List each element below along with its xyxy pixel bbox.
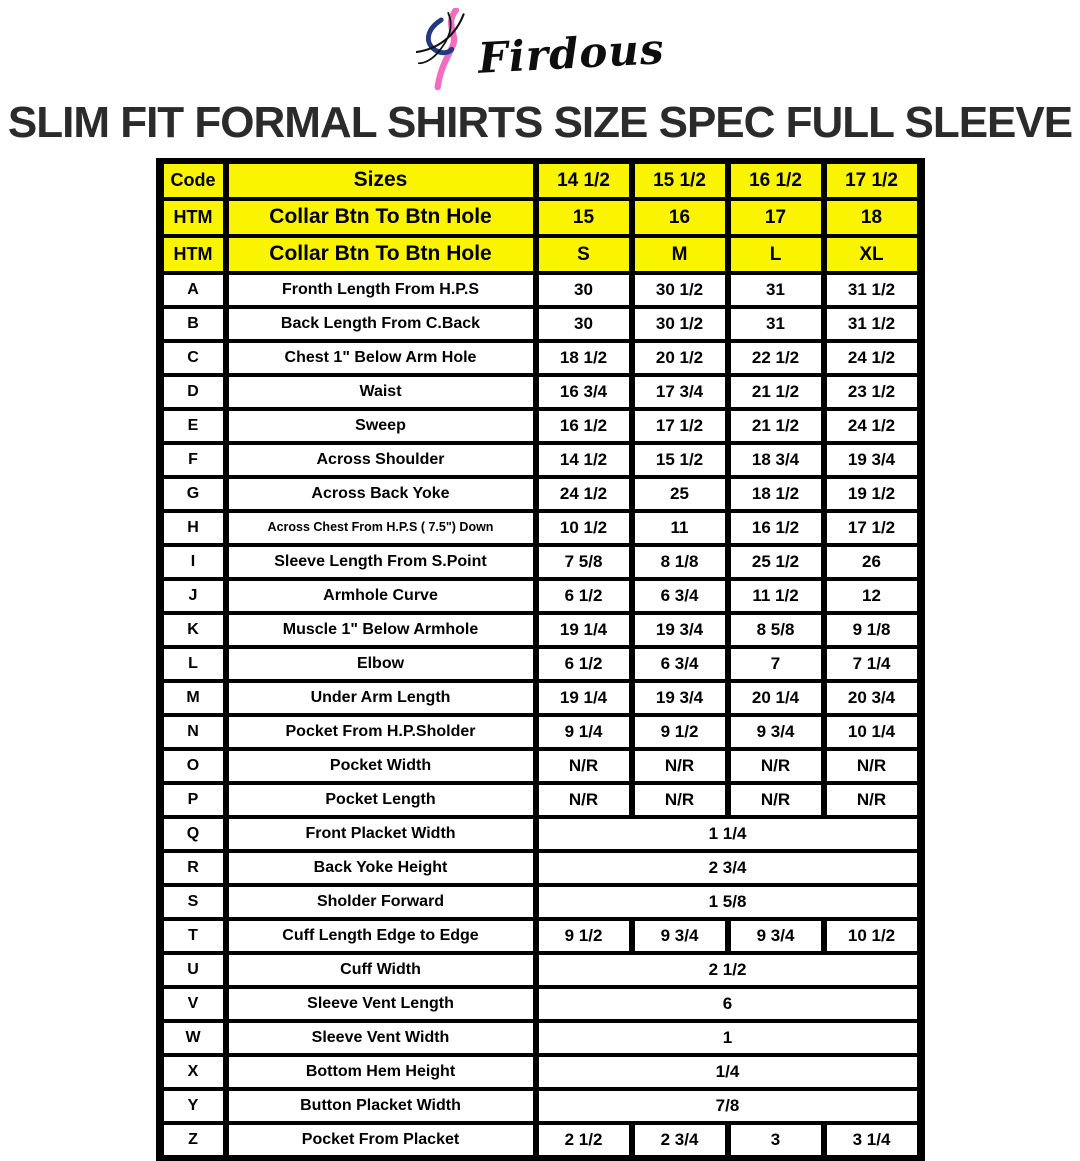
header-label-cell: Sizes — [229, 164, 533, 197]
row-value-cell: 18 3/4 — [731, 445, 821, 475]
row-value-cell: 18 1/2 — [539, 343, 629, 373]
row-code-cell: L — [164, 649, 223, 679]
row-value-cell: N/R — [635, 751, 725, 781]
spec-row-K — [164, 615, 917, 645]
row-value-cell: 16 3/4 — [539, 377, 629, 407]
row-code-cell: O — [164, 751, 223, 781]
row-value-cell: 30 1/2 — [635, 309, 725, 339]
brand-header — [0, 0, 1080, 98]
row-value-cell: 30 1/2 — [635, 275, 725, 305]
row-label-cell: Armhole Curve — [229, 581, 533, 611]
spec-row-D — [164, 377, 917, 407]
row-code-cell: P — [164, 785, 223, 815]
spec-row-G — [164, 479, 917, 509]
spec-row-J — [164, 581, 917, 611]
row-code-cell: Z — [164, 1125, 223, 1155]
row-value-cell: 20 1/2 — [635, 343, 725, 373]
row-value-cell: 10 1/2 — [827, 921, 917, 951]
header-value-cell: 18 — [827, 201, 917, 234]
spec-row-S — [164, 887, 917, 917]
row-value-cell: 19 1/4 — [539, 683, 629, 713]
row-value-cell: 26 — [827, 547, 917, 577]
header-code-cell: HTM — [164, 201, 223, 234]
row-value-cell: N/R — [539, 751, 629, 781]
row-value-cell: 31 1/2 — [827, 309, 917, 339]
row-label-cell: Back Yoke Height — [229, 853, 533, 883]
spec-row-M — [164, 683, 917, 713]
spec-row-O — [164, 751, 917, 781]
row-code-cell: F — [164, 445, 223, 475]
row-merged-value-cell: 1/4 — [539, 1057, 917, 1087]
row-value-cell: 17 3/4 — [635, 377, 725, 407]
header-value-cell: M — [635, 238, 725, 271]
row-code-cell: C — [164, 343, 223, 373]
row-value-cell: 19 1/4 — [539, 615, 629, 645]
row-label-cell: Cuff Length Edge to Edge — [229, 921, 533, 951]
spec-row-E — [164, 411, 917, 441]
row-merged-value-cell: 6 — [539, 989, 917, 1019]
row-value-cell: 6 3/4 — [635, 649, 725, 679]
row-value-cell: 15 1/2 — [635, 445, 725, 475]
row-label-cell: Sweep — [229, 411, 533, 441]
size-spec-table — [156, 158, 925, 1161]
row-code-cell: J — [164, 581, 223, 611]
header-row-1 — [164, 164, 917, 197]
row-value-cell: 19 1/2 — [827, 479, 917, 509]
spec-row-B — [164, 309, 917, 339]
row-value-cell: 30 — [539, 275, 629, 305]
row-label-cell: Bottom Hem Height — [229, 1057, 533, 1087]
row-label-cell: Pocket Length — [229, 785, 533, 815]
row-merged-value-cell: 1 1/4 — [539, 819, 917, 849]
header-value-cell: L — [731, 238, 821, 271]
header-code-cell: HTM — [164, 238, 223, 271]
header-value-cell: 14 1/2 — [539, 164, 629, 197]
row-value-cell: 10 1/2 — [539, 513, 629, 543]
row-code-cell: U — [164, 955, 223, 985]
row-value-cell: 21 1/2 — [731, 411, 821, 441]
row-label-cell: Sholder Forward — [229, 887, 533, 917]
row-label-cell: Pocket Width — [229, 751, 533, 781]
row-label-cell: Cuff Width — [229, 955, 533, 985]
header-code-cell: Code — [164, 164, 223, 197]
header-value-cell: 15 1/2 — [635, 164, 725, 197]
row-value-cell: 16 1/2 — [539, 411, 629, 441]
row-label-cell: Sleeve Length From S.Point — [229, 547, 533, 577]
row-value-cell: 24 1/2 — [827, 343, 917, 373]
row-merged-value-cell: 1 — [539, 1023, 917, 1053]
spec-row-T — [164, 921, 917, 951]
row-value-cell: 11 — [635, 513, 725, 543]
row-value-cell: N/R — [635, 785, 725, 815]
row-label-cell: Across Shoulder — [229, 445, 533, 475]
spec-row-W — [164, 1023, 917, 1053]
header-value-cell: 17 1/2 — [827, 164, 917, 197]
header-value-cell: 16 — [635, 201, 725, 234]
row-value-cell: 24 1/2 — [827, 411, 917, 441]
row-value-cell: 31 1/2 — [827, 275, 917, 305]
row-label-cell: Pocket From Placket — [229, 1125, 533, 1155]
row-merged-value-cell: 1 5/8 — [539, 887, 917, 917]
row-label-cell: Sleeve Vent Length — [229, 989, 533, 1019]
row-value-cell: 9 1/8 — [827, 615, 917, 645]
header-value-cell: S — [539, 238, 629, 271]
row-value-cell: 3 — [731, 1125, 821, 1155]
row-value-cell: 2 3/4 — [635, 1125, 725, 1155]
row-code-cell: E — [164, 411, 223, 441]
row-value-cell: 19 3/4 — [827, 445, 917, 475]
row-code-cell: B — [164, 309, 223, 339]
row-value-cell: 9 1/2 — [539, 921, 629, 951]
row-label-cell: Front Placket Width — [229, 819, 533, 849]
row-value-cell: 30 — [539, 309, 629, 339]
row-value-cell: 18 1/2 — [731, 479, 821, 509]
row-code-cell: T — [164, 921, 223, 951]
spec-row-H — [164, 513, 917, 543]
row-code-cell: Y — [164, 1091, 223, 1121]
row-value-cell: 14 1/2 — [539, 445, 629, 475]
spec-row-C — [164, 343, 917, 373]
spec-row-A — [164, 275, 917, 305]
row-label-cell: Muscle 1" Below Armhole — [229, 615, 533, 645]
row-code-cell: A — [164, 275, 223, 305]
row-value-cell: 8 1/8 — [635, 547, 725, 577]
row-value-cell: 9 1/2 — [635, 717, 725, 747]
spec-row-R — [164, 853, 917, 883]
row-value-cell: 6 3/4 — [635, 581, 725, 611]
row-label-cell: Under Arm Length — [229, 683, 533, 713]
row-code-cell: N — [164, 717, 223, 747]
spec-row-L — [164, 649, 917, 679]
row-value-cell: 21 1/2 — [731, 377, 821, 407]
row-value-cell: N/R — [827, 785, 917, 815]
header-row-3 — [164, 238, 917, 271]
row-value-cell: 25 1/2 — [731, 547, 821, 577]
row-value-cell: N/R — [539, 785, 629, 815]
row-value-cell: 8 5/8 — [731, 615, 821, 645]
row-value-cell: 7 1/4 — [827, 649, 917, 679]
row-value-cell: 31 — [731, 309, 821, 339]
row-value-cell: 3 1/4 — [827, 1125, 917, 1155]
row-value-cell: 9 3/4 — [731, 717, 821, 747]
row-code-cell: I — [164, 547, 223, 577]
row-value-cell: 7 5/8 — [539, 547, 629, 577]
header-value-cell: XL — [827, 238, 917, 271]
spec-row-Q — [164, 819, 917, 849]
row-value-cell: N/R — [827, 751, 917, 781]
row-label-cell: Waist — [229, 377, 533, 407]
row-code-cell: R — [164, 853, 223, 883]
row-value-cell: 11 1/2 — [731, 581, 821, 611]
spec-row-Z — [164, 1125, 917, 1155]
spec-row-U — [164, 955, 917, 985]
page-title: SLIM FIT FORMAL SHIRTS SIZE SPEC FULL SLEEVE — [7, 98, 1073, 147]
row-label-cell: Across Back Yoke — [229, 479, 533, 509]
row-value-cell: N/R — [731, 785, 821, 815]
row-merged-value-cell: 2 1/2 — [539, 955, 917, 985]
row-merged-value-cell: 7/8 — [539, 1091, 917, 1121]
brand-logo-icon — [416, 8, 486, 92]
spec-row-V — [164, 989, 917, 1019]
row-label-cell: Back Length From C.Back — [229, 309, 533, 339]
row-code-cell: W — [164, 1023, 223, 1053]
row-code-cell: X — [164, 1057, 223, 1087]
row-code-cell: D — [164, 377, 223, 407]
row-value-cell: 17 1/2 — [827, 513, 917, 543]
brand-name: Firdous — [476, 23, 666, 83]
header-value-cell: 17 — [731, 201, 821, 234]
row-value-cell: 16 1/2 — [731, 513, 821, 543]
row-value-cell: N/R — [731, 751, 821, 781]
row-value-cell: 20 1/4 — [731, 683, 821, 713]
header-row-2 — [164, 201, 917, 234]
spec-row-F — [164, 445, 917, 475]
row-value-cell: 20 3/4 — [827, 683, 917, 713]
row-value-cell: 9 3/4 — [635, 921, 725, 951]
row-merged-value-cell: 2 3/4 — [539, 853, 917, 883]
header-label-cell: Collar Btn To Btn Hole — [229, 201, 533, 234]
row-code-cell: M — [164, 683, 223, 713]
row-label-cell: Across Chest From H.P.S ( 7.5") Down — [229, 513, 533, 543]
spec-row-X — [164, 1057, 917, 1087]
spec-row-N — [164, 717, 917, 747]
row-value-cell: 10 1/4 — [827, 717, 917, 747]
row-value-cell: 25 — [635, 479, 725, 509]
row-value-cell: 17 1/2 — [635, 411, 725, 441]
row-label-cell: Sleeve Vent Width — [229, 1023, 533, 1053]
size-spec-table-body — [164, 164, 917, 1155]
row-code-cell: K — [164, 615, 223, 645]
row-value-cell: 7 — [731, 649, 821, 679]
row-value-cell: 9 1/4 — [539, 717, 629, 747]
row-code-cell: S — [164, 887, 223, 917]
row-label-cell: Pocket From H.P.Sholder — [229, 717, 533, 747]
row-label-cell: Fronth Length From H.P.S — [229, 275, 533, 305]
row-value-cell: 9 3/4 — [731, 921, 821, 951]
row-value-cell: 24 1/2 — [539, 479, 629, 509]
row-value-cell: 31 — [731, 275, 821, 305]
header-value-cell: 16 1/2 — [731, 164, 821, 197]
row-code-cell: H — [164, 513, 223, 543]
row-value-cell: 12 — [827, 581, 917, 611]
header-label-cell: Collar Btn To Btn Hole — [229, 238, 533, 271]
row-value-cell: 6 1/2 — [539, 581, 629, 611]
row-label-cell: Chest 1" Below Arm Hole — [229, 343, 533, 373]
row-code-cell: V — [164, 989, 223, 1019]
row-value-cell: 19 3/4 — [635, 615, 725, 645]
row-value-cell: 6 1/2 — [539, 649, 629, 679]
row-value-cell: 22 1/2 — [731, 343, 821, 373]
row-value-cell: 23 1/2 — [827, 377, 917, 407]
row-value-cell: 19 3/4 — [635, 683, 725, 713]
row-label-cell: Button Placket Width — [229, 1091, 533, 1121]
row-value-cell: 2 1/2 — [539, 1125, 629, 1155]
row-code-cell: G — [164, 479, 223, 509]
row-code-cell: Q — [164, 819, 223, 849]
row-label-cell: Elbow — [229, 649, 533, 679]
spec-row-I — [164, 547, 917, 577]
spec-row-P — [164, 785, 917, 815]
spec-row-Y — [164, 1091, 917, 1121]
header-value-cell: 15 — [539, 201, 629, 234]
